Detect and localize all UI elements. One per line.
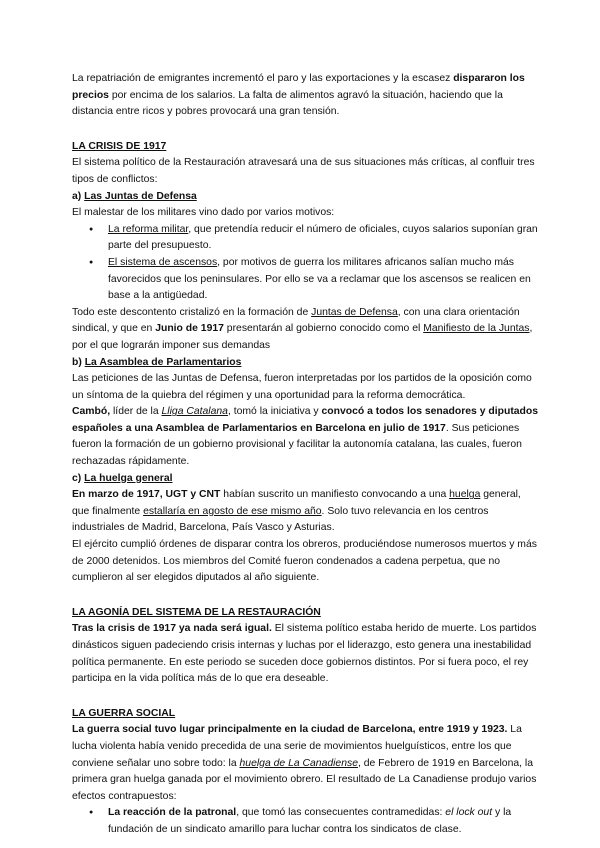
subsection-c-paragraph-2: El ejército cumplió órdenes de disparar contra los obreros, produciéndose numerosos muertos y más de 2000 detenidos. Los miembros del Comité fueron condenados a cadena perpetua, que no cumplieron al ser elegidos diputados al año siguiente. xyxy=(72,539,537,584)
subsection-a-list xyxy=(72,222,540,305)
intro-bold-phrase: dispararon los precios xyxy=(72,73,525,101)
list-item: ● El sistema de ascensos, por motivos de guerra los militares africanos salían mucho más favorecidos que los peninsulares. Por ello se va a reclamar que los ascensos se realicen en base a la antigüedad. xyxy=(72,255,540,305)
subsection-b-paragraph-2: Cambó, líder de la Lliga Catalana, tomó la iniciativa y convocó a todos los senadores y diputados españoles a una Asamblea de Parlamentarios en Barcelona en julio de 1917. Sus peticiones fueron la formación de un gobierno provisional y facilitar la autonomía catalana, las cuales, fueron rechazadas rápidamente. xyxy=(72,406,539,468)
agonia-paragraph: Tras la crisis de 1917 ya nada será igual. El sistema político estaba herido de muerte. Los partidos dinásticos siguen padeciendo crisis internas y luchas por el liderazgo, esto genera una inestabilidad política permanente. En este periodo se suceden doce gobiernos distintos. Por si fuera poco, el rey participa en la vida política más de lo que era deseable. xyxy=(72,623,537,685)
list-item: ● La reacción de la patronal, que tomó las consecuentes contramedidas: el lock out y la fundación de un sindicato amarillo para luchar contra los sindicatos de clase. xyxy=(72,805,540,838)
guerra-list xyxy=(72,805,540,838)
crisis-intro: El sistema político de la Restauración atravesará una de sus situaciones más críticas, al confluir tres tipos de conflictos: xyxy=(72,157,535,185)
subsection-b-title: b) La Asamblea de Parlamentarios xyxy=(72,356,242,368)
subsection-c-paragraph-1: En marzo de 1917, UGT y CNT habían suscrito un manifiesto convocando a una huelga general, que finalmente estallaría en agosto de ese mismo año. Solo tuvo relevancia en los centros industriales de Madrid, Barcelona, País Vasco y Asturias. xyxy=(72,489,521,534)
subsection-a-paragraph: Todo este descontento cristalizó en la formación de Juntas de Defensa, con una clara orientación sindical, y que en Junio de 1917 presentarán al gobierno conocido como el Manifiesto de la Juntas, por el que lograrán imponer sus demandas xyxy=(72,306,533,351)
reforma-militar-link: La reforma militar xyxy=(108,223,189,235)
agonia-heading: LA AGONÍA DEL SISTEMA DE LA RESTAURACIÓN xyxy=(72,606,321,618)
crisis-heading: LA CRISIS DE 1917 xyxy=(72,140,167,152)
sistema-ascensos-link: El sistema de ascensos xyxy=(108,256,218,268)
subsection-a-title: a) Las Juntas de Defensa xyxy=(72,190,197,202)
guerra-paragraph: La guerra social tuvo lugar principalmente en la ciudad de Barcelona, entre 1919 y 1923. La lucha violenta había venido precedida de una serie de movimientos huelguísticos, entre los que conviene señalar uno sobre todo: la huelga de La Canadiense, de Febrero de 1919 en Barcelona, la primera gran huelga ganada por el movimiento obrero. El resultado de La Canadiense produjo varios efectos contrapuestos: xyxy=(72,724,537,802)
subsection-c-title: c) La huelga general xyxy=(72,472,173,484)
list-item: ● La reforma militar, que pretendía reducir el número de oficiales, cuyos salarios suponían gran parte del presupuesto. xyxy=(72,222,540,255)
lliga-catalana-link: Lliga Catalana xyxy=(161,406,228,418)
subsection-a-intro: El malestar de los militares vino dado por varios motivos: xyxy=(72,207,335,219)
intro-paragraph: La repatriación de emigrantes incrementó el paro y las exportaciones y la escasez dispararon los precios por encima de los salarios. La falta de alimentos agravó la situación, haciendo que la distancia entre ricos y pobres provocará una gran tensión. xyxy=(72,73,525,118)
guerra-heading: LA GUERRA SOCIAL xyxy=(72,707,176,719)
subsection-b-paragraph-1: Las peticiones de las Juntas de Defensa, fueron interpretadas por los partidos de la oposición como un síntoma de la quiebra del régimen y una oportunidad para la reforma democrática. xyxy=(72,373,532,401)
huelga-canadiense-link: huelga de La Canadiense xyxy=(239,757,358,769)
